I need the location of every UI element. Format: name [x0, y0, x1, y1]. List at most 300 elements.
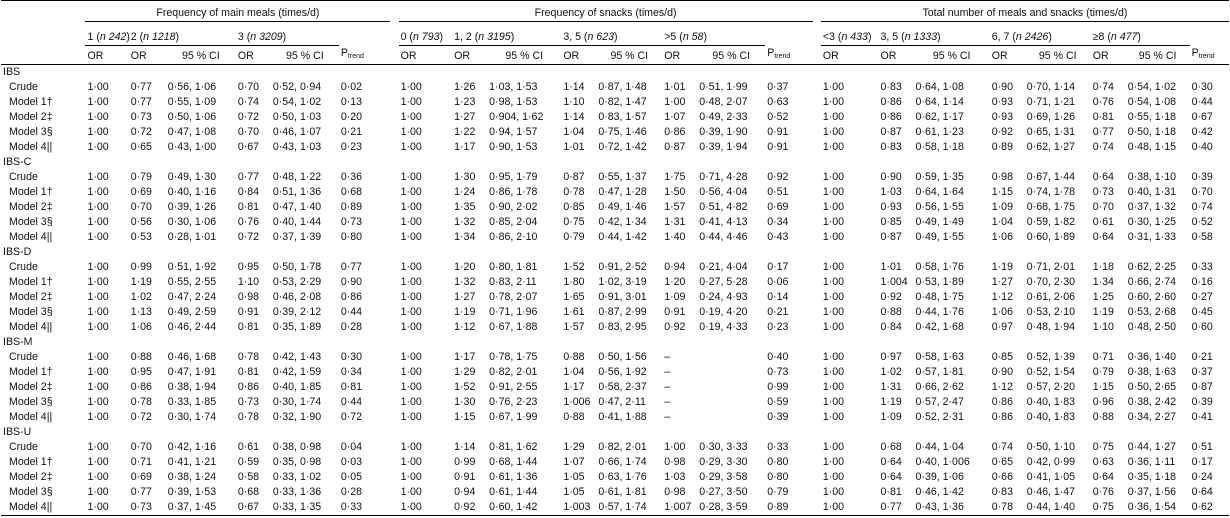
- col-gap-cell: [390, 185, 398, 200]
- table-cell: 0·49, 1·49: [915, 216, 964, 228]
- col-gap-cell: [813, 320, 821, 335]
- col-gap-cell: [390, 215, 398, 230]
- table-cell: 1·00: [400, 381, 422, 393]
- table-cell: 0·94: [664, 261, 686, 273]
- table-cell: 0·41: [1191, 411, 1213, 423]
- sub-tt-1: 3, 5 (n 1333): [879, 22, 990, 46]
- table-cell: 0·74: [237, 96, 260, 108]
- table-cell: 1·09: [991, 201, 1013, 213]
- table-cell: 1·00: [822, 321, 845, 333]
- table-cell: 0·17: [767, 261, 789, 273]
- table-cell: 0·83: [880, 141, 902, 153]
- table-cell: 1·00: [87, 276, 109, 288]
- col-label-or: OR: [399, 46, 453, 65]
- table-cell: 1·00: [87, 441, 109, 453]
- table-cell: 0·72, 1·42: [598, 141, 647, 153]
- table-cell: 0·29, 3·30: [699, 456, 748, 468]
- col-label-empty: [1, 46, 85, 65]
- table-cell: 0·64: [1092, 231, 1114, 243]
- table-cell: 1·30: [454, 396, 476, 408]
- table-cell: 0·61, 1·23: [915, 126, 964, 138]
- table-cell: 1·30: [454, 171, 476, 183]
- table-cell: 0·40, 1·006: [915, 456, 970, 468]
- table-cell: –: [664, 396, 671, 408]
- table-cell: 0·70: [237, 126, 260, 138]
- table-cell: 1·00: [400, 306, 422, 318]
- row-label: Model 1†: [9, 276, 53, 288]
- table-cell: 1·13: [130, 306, 152, 318]
- table-cell: 1·14: [454, 441, 476, 453]
- table-cell: 1·00: [400, 141, 422, 153]
- row-label: Model 4||: [9, 321, 53, 333]
- table-cell: 1·75: [664, 171, 686, 183]
- table-cell: 1·00: [85, 500, 128, 516]
- table-cell: 0·91: [767, 126, 789, 138]
- table-cell: 0·58, 1·63: [915, 351, 964, 363]
- table-cell: 0·37, 1·45: [166, 500, 236, 516]
- table-cell: 0·62, 1·17: [915, 111, 964, 123]
- table-cell: 0·87: [880, 231, 902, 243]
- table-cell: 1·01: [880, 261, 902, 273]
- table-cell: 0·69: [130, 186, 152, 198]
- table-cell: 1·00: [822, 471, 845, 483]
- table-cell: 0·81: [237, 366, 260, 378]
- table-cell: 0·38, 1·63: [1127, 366, 1177, 378]
- table-cell: 1·00: [87, 96, 109, 108]
- table-cell: 1·00: [87, 381, 109, 393]
- table-cell: 0·71, 4·28: [699, 171, 748, 183]
- table-cell: 0·72: [130, 411, 152, 423]
- table-cell: 0·48, 2·07: [699, 96, 748, 108]
- table-cell: 0·59, 1·35: [915, 171, 964, 183]
- table-cell: 1·10: [1092, 321, 1114, 333]
- table-cell: 0·67: [237, 141, 260, 153]
- table-cell: 0·94, 1·57: [489, 126, 538, 138]
- table-cell: 0·30: [1191, 81, 1213, 93]
- col-gap-cell: [813, 215, 821, 230]
- row-label: Model 1†: [9, 96, 53, 108]
- col-label-p-trend: $P_{trend}$: [339, 46, 391, 65]
- table-cell: 0·94: [454, 486, 476, 498]
- table-cell: 0·92: [664, 321, 686, 333]
- table-row: [1, 290, 1229, 305]
- table-cell: 0·64: [1092, 171, 1114, 183]
- table-cell: 0·57, 1·74: [596, 500, 662, 516]
- table-cell: 0·89: [991, 141, 1013, 153]
- table-cell: 0·72: [237, 231, 260, 243]
- col-gap-cell: [813, 440, 821, 455]
- table-cell: 0·52, 2·31: [915, 411, 964, 423]
- table-cell: 0·47, 1·08: [167, 126, 217, 138]
- table-cell: [697, 350, 765, 365]
- table-cell: 0·65, 1·31: [1026, 126, 1076, 138]
- table-cell: 0·64, 1·64: [915, 186, 964, 198]
- table-cell: 0·70, 2·30: [1026, 276, 1076, 288]
- table-cell: 1·12: [454, 321, 476, 333]
- table-cell: 0·41, 1·05: [1026, 471, 1076, 483]
- header-main-meals: Frequency of main meals (times/d): [85, 1, 390, 22]
- table-cell: 1·65: [563, 291, 585, 303]
- table-cell: [697, 380, 765, 395]
- row-label: Model 3§: [9, 126, 53, 138]
- table-cell: 0·91, 2·52: [598, 261, 647, 273]
- table-cell: 0·42: [1191, 126, 1213, 138]
- table-cell: 0·85: [880, 216, 902, 228]
- col-gap-cell: [813, 470, 821, 485]
- table-cell: 1·80: [563, 276, 585, 288]
- table-cell: 0·63: [767, 96, 789, 108]
- table-cell: 0·57, 1·81: [915, 366, 964, 378]
- table-cell: 0·23: [340, 141, 363, 153]
- table-row: [1, 215, 1229, 230]
- table-cell: 0·74: [1191, 201, 1213, 213]
- row-label: Model 2‡: [9, 471, 53, 483]
- table-cell: 0·84: [880, 321, 902, 333]
- table-cell: 0·44, 1·40: [1025, 500, 1091, 516]
- table-cell: 0·14: [767, 291, 789, 303]
- table-cell: 0·21: [340, 126, 363, 138]
- table-cell: 0·53, 2·68: [1127, 306, 1177, 318]
- table-cell: 1·00: [400, 126, 422, 138]
- table-cell: 1·27: [454, 111, 476, 123]
- table-cell: 0·64, 1·08: [915, 81, 964, 93]
- table-cell: 0·51: [767, 186, 789, 198]
- table-row: [1, 485, 1229, 500]
- table-cell: 0·76: [237, 216, 260, 228]
- col-label-ci: 95 % CI: [914, 46, 990, 65]
- col-label-ci: 95 % CI: [1126, 46, 1190, 65]
- row-label: Crude: [9, 351, 38, 363]
- col-gap-cell: [390, 290, 398, 305]
- table-cell: 0·67, 1·99: [489, 411, 538, 423]
- table-cell: 1·00: [400, 81, 422, 93]
- table-cell: 1·05: [563, 471, 585, 483]
- table-cell: 1·00: [87, 486, 109, 498]
- table-cell: 0·74: [1092, 81, 1114, 93]
- table-cell: 0·75: [563, 216, 585, 228]
- table-cell: 0·83, 2·95: [598, 321, 647, 333]
- table-cell: 0·33: [767, 441, 789, 453]
- table-cell: 0·79: [130, 171, 152, 183]
- table-cell: 0·67: [1191, 111, 1213, 123]
- table-cell: 1·00: [822, 231, 845, 243]
- table-cell: 0·49, 1·30: [167, 171, 217, 183]
- table-cell: 0·61, 1·44: [489, 486, 538, 498]
- table-cell: 0·47, 2·24: [167, 291, 217, 303]
- col-gap-cell: [390, 170, 398, 185]
- table-cell: 0·54, 1·02: [1127, 81, 1177, 93]
- table-cell: 0·38, 1·24: [167, 471, 217, 483]
- table-cell: 0·99: [454, 456, 476, 468]
- table-cell: 1·22: [454, 126, 476, 138]
- table-cell: 0·90: [991, 81, 1013, 93]
- table-cell: 0·39: [1191, 171, 1213, 183]
- table-cell: 0·44, 1·42: [598, 231, 647, 243]
- table-cell: 0·53, 1·89: [915, 276, 964, 288]
- table-cell: 0·20: [340, 111, 363, 123]
- table-cell: 0·81: [340, 381, 363, 393]
- table-cell: 0·58: [237, 471, 260, 483]
- section-title: IBS-C: [3, 156, 32, 168]
- table-cell: 1·20: [664, 276, 686, 288]
- col-gap-cell: [390, 305, 398, 320]
- table-cell: 1·00: [87, 351, 109, 363]
- table-cell: 0·73: [237, 396, 260, 408]
- table-cell: 1·27: [991, 276, 1013, 288]
- table-cell: 0·64: [880, 456, 902, 468]
- table-cell: 1·00: [87, 111, 109, 123]
- table-cell: 0·42, 0·99: [1026, 456, 1076, 468]
- table-cell: 0·89: [340, 201, 363, 213]
- table-cell: 1·12: [991, 291, 1013, 303]
- table-cell: 1·19: [880, 396, 902, 408]
- table-cell: 1·00: [400, 486, 422, 498]
- col-label-or: OR: [561, 46, 596, 65]
- col-gap-cell: [813, 230, 821, 245]
- col-gap-cell: [813, 185, 821, 200]
- table-cell: 0·34: [340, 366, 363, 378]
- table-cell: 1·27: [454, 291, 476, 303]
- table-row: [1, 140, 1229, 155]
- table-cell: 0·67: [236, 500, 271, 516]
- table-cell: 0·53: [130, 231, 152, 243]
- col-gap-cell: [390, 500, 398, 516]
- table-cell: 0·06: [767, 276, 789, 288]
- table-cell: 0·51, 4·82: [699, 201, 748, 213]
- table-cell: 0·42, 1·59: [272, 366, 322, 378]
- table-cell: 1·00: [400, 366, 422, 378]
- table-cell: 0·56, 1·92: [598, 366, 647, 378]
- table-cell: 0·86: [237, 381, 260, 393]
- table-cell: 1·19: [1092, 306, 1114, 318]
- table-cell: 0·21: [767, 306, 789, 318]
- table-cell: 0·36, 1·40: [1127, 351, 1177, 363]
- table-cell: 0·81: [237, 201, 260, 213]
- table-cell: 0·40, 1·16: [167, 186, 217, 198]
- table-cell: 0·98: [991, 171, 1013, 183]
- table-cell: 1·00: [822, 456, 845, 468]
- table-cell: 0·48, 1·94: [1026, 321, 1076, 333]
- table-cell: 1·09: [880, 411, 902, 423]
- sub-sn-2: 3, 5 (n 623): [561, 22, 662, 46]
- table-cell: 0·40: [1191, 141, 1213, 153]
- table-cell: 0·44: [340, 306, 363, 318]
- table-cell: 1·00: [87, 216, 109, 228]
- table-cell: 0·87, 2·99: [598, 306, 647, 318]
- table-cell: 0·86: [880, 111, 902, 123]
- col-label-or: OR: [236, 46, 271, 65]
- table-cell: 0·83, 2·11: [489, 276, 537, 288]
- table-cell: 0·62, 2·25: [1127, 261, 1177, 273]
- table-cell: 0·48, 1·15: [1127, 141, 1177, 153]
- sub-sn-3: >5 (n 58): [662, 22, 765, 46]
- table-cell: 0·64: [1191, 486, 1213, 498]
- col-gap-cell: [813, 170, 821, 185]
- table-row: [1, 230, 1229, 245]
- table-cell: 0·61, 2·06: [1026, 291, 1076, 303]
- table-cell: 0·69: [130, 471, 152, 483]
- table-cell: 0·86: [991, 411, 1013, 423]
- col-gap-cell: [390, 410, 398, 425]
- table-cell: 0·27: [1191, 291, 1213, 303]
- table-cell: 0·05: [340, 471, 363, 483]
- table-cell: 0·50, 1·06: [167, 111, 217, 123]
- table-cell: 1·57: [664, 201, 686, 213]
- table-cell: 1·26: [454, 81, 476, 93]
- table-cell: 0·36: [340, 171, 363, 183]
- table-cell: 1·32: [454, 276, 476, 288]
- col-gap-cell: [813, 80, 821, 95]
- col-gap-cell: [813, 455, 821, 470]
- table-cell: 1·01: [664, 81, 686, 93]
- table-cell: 0·72: [340, 411, 363, 423]
- table-cell: 0·85, 2·04: [489, 216, 538, 228]
- table-cell: 0·47, 1·28: [598, 186, 647, 198]
- table-cell: 0·40, 1·31: [1127, 186, 1177, 198]
- table-cell: 1·00: [822, 291, 845, 303]
- table-cell: 0·65: [991, 456, 1013, 468]
- table-cell: 0·55, 1·37: [598, 171, 647, 183]
- table-cell: 1·00: [87, 456, 109, 468]
- table-cell: 0·98: [664, 486, 686, 498]
- table-cell: 1·00: [822, 81, 845, 93]
- table-cell: 1·31: [880, 381, 902, 393]
- section-row: [1, 245, 1229, 260]
- col-gap-cell: [813, 485, 821, 500]
- table-cell: 1·00: [822, 351, 845, 363]
- table-cell: 0·99: [130, 261, 152, 273]
- table-cell: 0·39, 2·12: [272, 306, 322, 318]
- table-cell: 0·30, 3·33: [699, 441, 748, 453]
- col-gap-cell: [390, 380, 398, 395]
- table-cell: 0·70: [130, 441, 152, 453]
- table-cell: 0·93: [880, 201, 902, 213]
- table-cell: 0·68: [880, 441, 902, 453]
- table-cell: 1·00: [664, 441, 686, 453]
- table-cell: 0·54, 1·08: [1127, 96, 1177, 108]
- col-label-or: OR: [85, 46, 128, 65]
- table-cell: 0·76, 2·23: [489, 396, 538, 408]
- section-title: IBS: [3, 66, 21, 78]
- table-cell: 0·60, 1·42: [487, 500, 561, 516]
- table-cell: 1·00: [822, 306, 845, 318]
- table-cell: 0·78: [237, 411, 260, 423]
- table-cell: 0·39, 1·06: [915, 471, 964, 483]
- table-cell: 1·52: [563, 261, 585, 273]
- table-cell: 1·04: [991, 216, 1013, 228]
- table-cell: 0·28, 3·59: [697, 500, 765, 516]
- table-cell: 0·77: [130, 96, 152, 108]
- table-cell: 0·50, 1·10: [1026, 441, 1076, 453]
- table-cell: 0·38, 1·10: [1127, 171, 1177, 183]
- table-cell: 1·00: [400, 96, 422, 108]
- table-cell: 1·00: [822, 96, 845, 108]
- table-cell: 0·89: [765, 500, 812, 516]
- col-label-ci: 95 % CI: [487, 46, 561, 65]
- table-cell: 0·36, 1·11: [1127, 456, 1176, 468]
- table-cell: 0·83, 1·57: [598, 111, 647, 123]
- table-cell: 1·00: [87, 261, 109, 273]
- table-cell: 1·00: [822, 366, 845, 378]
- table-cell: 1·20: [454, 261, 476, 273]
- table-cell: 0·78: [563, 186, 585, 198]
- table-cell: 0·73: [129, 500, 166, 516]
- table-cell: 0·37, 1·39: [272, 231, 322, 243]
- sub-mm-1: 2 (n 1218): [129, 22, 236, 46]
- table-cell: 0·80: [340, 231, 363, 243]
- table-cell: 0·44: [340, 396, 363, 408]
- table-row: [1, 470, 1229, 485]
- col-gap-cell: [813, 110, 821, 125]
- table-row: [1, 395, 1229, 410]
- table-cell: 0·80: [767, 456, 789, 468]
- table-cell: 0·51, 1·36: [272, 186, 322, 198]
- table-cell: 0·87: [664, 141, 686, 153]
- table-cell: 0·73: [1092, 186, 1114, 198]
- table-row: [1, 320, 1229, 335]
- table-cell: 0·41, 1·88: [598, 411, 647, 423]
- table-cell: 0·51: [1191, 441, 1213, 453]
- table-cell: 0·48, 1·75: [915, 291, 964, 303]
- table-cell: 0·17: [1191, 456, 1213, 468]
- table-cell: 0·33, 1·35: [271, 500, 339, 516]
- col-gap-cell: [813, 290, 821, 305]
- table-cell: 0·35, 1·18: [1127, 471, 1177, 483]
- col-gap-cell: [390, 125, 398, 140]
- col-gap-cell: [390, 485, 398, 500]
- table-cell: 1·02: [130, 291, 152, 303]
- col-gap-cell: [813, 500, 821, 516]
- table-cell: 0·52, 1·39: [1026, 351, 1076, 363]
- table-cell: 1·00: [822, 186, 845, 198]
- table-cell: 0·90: [991, 366, 1013, 378]
- table-cell: 0·87: [563, 171, 585, 183]
- section-title: IBS-M: [3, 336, 33, 348]
- table-cell: 0·97: [880, 351, 902, 363]
- col-label-ci: 95 % CI: [166, 46, 236, 65]
- table-cell: 1·35: [454, 201, 476, 213]
- table-cell: 0·77: [879, 500, 914, 516]
- table-cell: 0·39, 1·53: [167, 486, 217, 498]
- section-title: IBS-D: [3, 246, 32, 258]
- table-cell: 0·71, 1·96: [489, 306, 538, 318]
- table-cell: 0·27, 5·28: [699, 276, 748, 288]
- table-cell: 0·48, 1·22: [272, 171, 322, 183]
- table-cell: 1·00: [87, 411, 109, 423]
- table-cell: 0·88: [563, 411, 585, 423]
- table-cell: 1·00: [400, 216, 422, 228]
- table-cell: 1·00: [400, 186, 422, 198]
- table-cell: 0·30: [340, 351, 363, 363]
- table-cell: 0·40: [767, 351, 789, 363]
- section-title: IBS-U: [3, 426, 32, 438]
- col-label-ci: 95 % CI: [1025, 46, 1091, 65]
- table-cell: 1·00: [87, 81, 109, 93]
- table-cell: 0·52: [1191, 216, 1213, 228]
- table-cell: 0·74, 1·78: [1026, 186, 1076, 198]
- table-cell: 0·43, 1·00: [167, 141, 217, 153]
- row-label: Model 3§: [9, 216, 53, 228]
- table-cell: 0·81: [1092, 111, 1114, 123]
- table-cell: 0·98: [237, 291, 260, 303]
- table-cell: 1·00: [400, 456, 422, 468]
- table-cell: 1·10: [237, 276, 260, 288]
- table-cell: 0·42, 1·68: [915, 321, 964, 333]
- table-cell: 0·61, 1·81: [598, 486, 647, 498]
- table-cell: 0·90, 2·02: [489, 201, 538, 213]
- table-cell: [697, 365, 765, 380]
- table-row: [1, 200, 1229, 215]
